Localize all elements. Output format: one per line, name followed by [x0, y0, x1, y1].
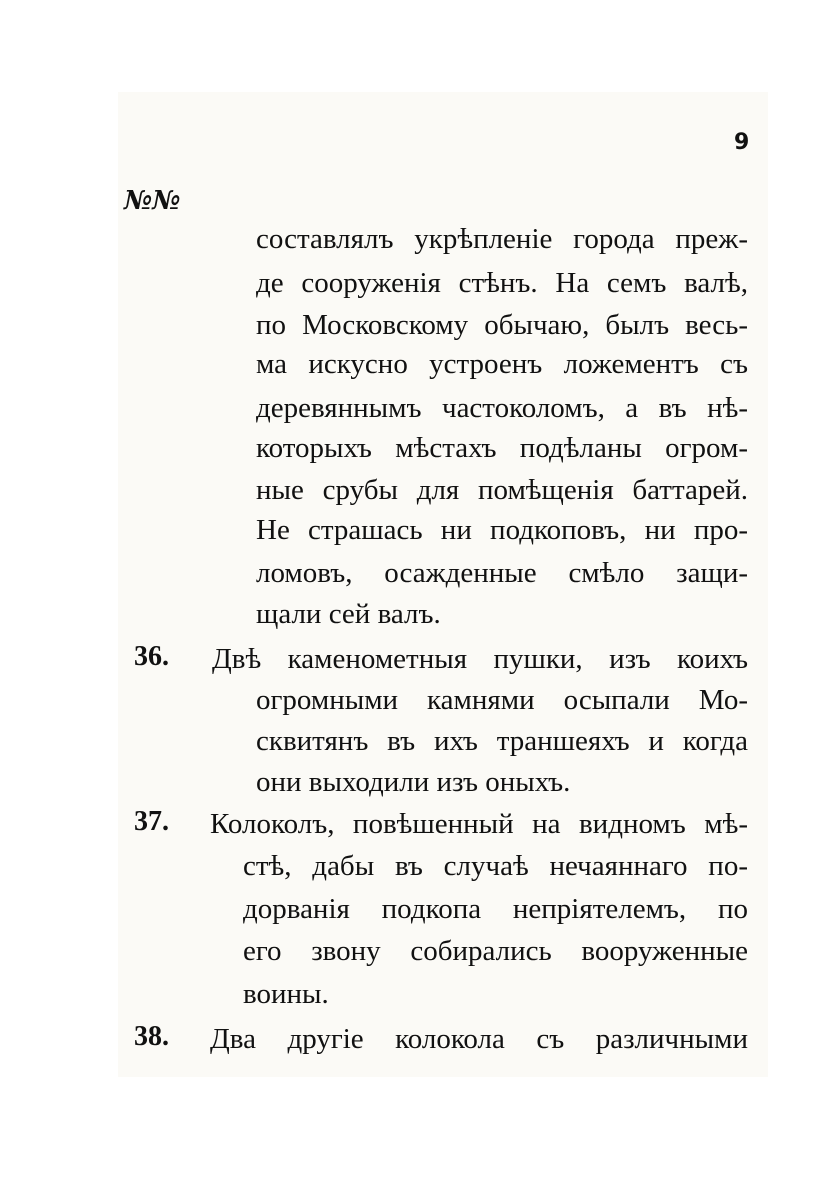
page-number: 9 — [734, 130, 750, 155]
text-line: по Московскому обычаю, былъ весь- — [256, 309, 748, 341]
text-line: они выходили изъ оныхъ. — [256, 766, 571, 798]
text-line: Колоколъ, повѣшенный на видномъ мѣ- — [210, 808, 748, 840]
text-line: воины. — [243, 978, 329, 1010]
text-line: Не страшась ни подкоповъ, ни про- — [256, 514, 748, 546]
text-line: огромными камнями осыпали Мо- — [256, 684, 748, 716]
item-number: 36. — [134, 641, 169, 672]
text-line: его звону собирались вооруженные — [243, 935, 748, 967]
text-line: деревяннымъ частоколомъ, а въ нѣ- — [256, 392, 748, 424]
text-line: ные срубы для помѣщенія баттарей. — [256, 474, 748, 506]
text-line: сквитянъ въ ихъ траншеяхъ и когда — [256, 725, 748, 757]
text-line: которыхъ мѣстахъ подѣланы огром- — [256, 432, 748, 464]
text-line: ломовъ, осажденные смѣло защи- — [256, 557, 748, 589]
item-number: 37. — [134, 806, 169, 837]
numbers-header-mark: №№ — [124, 186, 181, 216]
text-line: Два другіе колокола съ различными — [210, 1023, 748, 1055]
item-number: 38. — [134, 1021, 169, 1052]
text-line: Двѣ каменометныя пушки, изъ коихъ — [212, 643, 748, 675]
text-line: составлялъ укрѣпленіе города преж- — [256, 223, 748, 255]
text-line: де сооруженія стѣнъ. На семъ валѣ, — [256, 267, 748, 299]
text-line: щали сей валъ. — [256, 598, 441, 630]
text-line: стѣ, дабы въ случаѣ нечаяннаго по- — [243, 850, 748, 882]
text-line: дорванія подкопа непріятелемъ, по — [243, 893, 748, 925]
text-line: ма искусно устроенъ ложементъ съ — [256, 348, 748, 380]
